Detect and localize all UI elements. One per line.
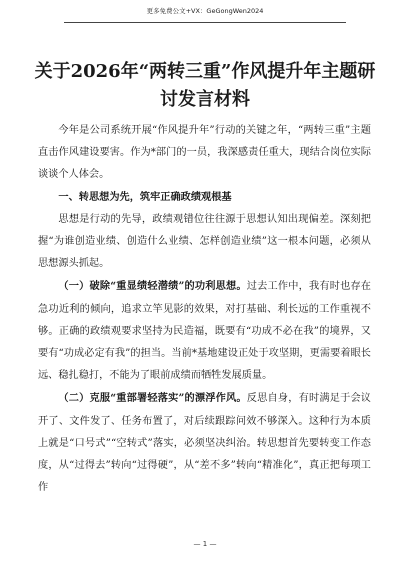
subsection-1-text: 过去工作中，我有时也存在急功近利的倾向，追求立竿见影的效果，对打基础、利长远的工作重视不够。正确的政绩观要求坚持为民造福，既要有“功成不必在我”的境界，又要有“功成必定有我”的担当。当前*基地建设正处于攻坚期，更需要着眼长远、稳扎稳打，不能为了眼前成绩而牺牲发展质量。: [38, 281, 371, 382]
section-1-paragraph: 思想是行动的先导，政绩观错位往往源于思想认知出现偏差。深刻把握“为谁创造业绩、创造什么业绩、怎样创造业绩”这一根本问题，必须从思想源头抓起。: [38, 213, 371, 270]
subsection-heading-1: （一）破除“重显绩轻潜绩”的功利思想。: [58, 280, 247, 293]
header-divider: [64, 22, 346, 23]
document-title: 关于2026年“两转三重”作风提升年主题研讨发言材料: [34, 61, 376, 110]
intro-paragraph: 今年是公司系统开展“作风提升年”行动的关键之年，“两转三重”主题直击作风建设要害。作为*部门的一员，我深感责任重大，现结合岗位实际谈谈个人体会。: [38, 125, 371, 181]
page-number: — 1 —: [193, 540, 217, 548]
subsection-1-paragraph: [38, 275, 371, 387]
subsection-2-paragraph: [38, 387, 371, 499]
document-body: [38, 120, 371, 499]
subsection-heading-2: （二）克服“重部署轻落实”的漂浮作风。: [58, 392, 247, 405]
subsection-2-text: 反思自身，有时满足于会议开了、文件发了、任务布置了，对后续跟踪问效不够深入。这种行为本质上就是“口号式”“空转式”落实，必须坚决纠治。转思想首先要转变工作态度，从“过得去”转向“过得硬”，从“差不多”转向“精准化”，真正把每项工作: [38, 393, 371, 494]
page-header: 更多免费公文+VX：GeGongWen2024: [146, 7, 264, 15]
section-heading-1: 一、转思想为先，筑牢正确政绩观根基: [58, 191, 232, 203]
